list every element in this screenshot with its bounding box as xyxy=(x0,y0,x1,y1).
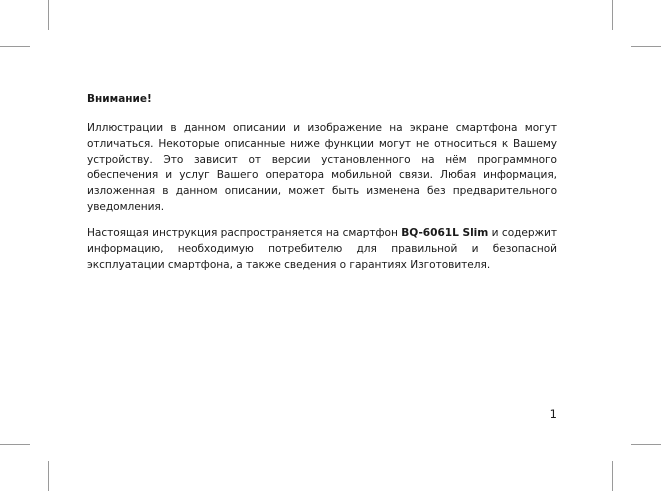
scope-text-before: Настоящая инструкция распространяется на смартфон xyxy=(87,227,402,239)
crop-mark-bottom-left-vertical xyxy=(48,461,49,491)
crop-mark-top-left-vertical xyxy=(48,0,49,30)
document-page xyxy=(87,0,557,491)
crop-mark-top-left-horizontal xyxy=(0,46,30,47)
crop-mark-bottom-left-horizontal xyxy=(0,444,30,445)
page-number: 1 xyxy=(549,407,557,421)
warning-heading: Внимание! xyxy=(87,93,152,105)
crop-mark-bottom-right-vertical xyxy=(612,461,613,491)
crop-mark-bottom-right-horizontal xyxy=(631,444,661,445)
disclaimer-paragraph: Иллюстрации в данном описании и изображение на экране смартфона могут отличаться. Некоторые описанные ниже функции могут не относиться к Вашему устройству. Это зависит от версии установленного на нём программного обеспечения и услуг Вашего оператора мобильной связи. Любая информация, изложенная в данном описании, может быть изменена без предварительного уведомления. xyxy=(87,122,557,213)
scope-text-after: и содержит информацию, необходимую потребителю для правильной и безопасной эксплуатации смартфона, а также сведения о гарантиях Изготовителя. xyxy=(87,227,557,271)
crop-mark-top-right-vertical xyxy=(612,0,613,30)
crop-mark-top-right-horizontal xyxy=(631,46,661,47)
model-name: BQ-6061L Slim xyxy=(401,227,489,239)
scope-paragraph xyxy=(87,226,557,273)
